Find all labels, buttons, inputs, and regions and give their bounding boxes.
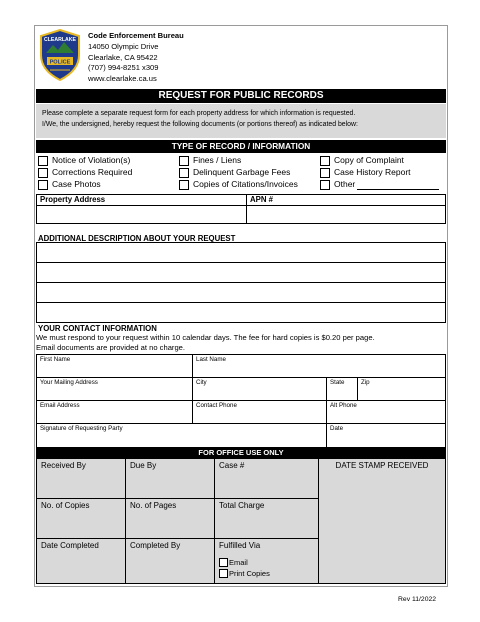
option-case-photos[interactable]: Case Photos bbox=[38, 179, 101, 190]
property-address-field[interactable] bbox=[37, 206, 247, 224]
org-name: Code Enforcement Bureau bbox=[88, 31, 184, 40]
checkbox[interactable] bbox=[38, 180, 48, 190]
mailing-address-field[interactable]: Your Mailing Address bbox=[37, 378, 193, 401]
city-field[interactable]: City bbox=[193, 378, 327, 401]
option-case-history-report[interactable]: Case History Report bbox=[320, 167, 411, 178]
checkbox[interactable] bbox=[38, 168, 48, 178]
total-charge-field[interactable]: Total Charge bbox=[215, 499, 319, 539]
description-line-1[interactable] bbox=[37, 243, 446, 263]
description-line-3[interactable] bbox=[37, 283, 446, 303]
date-field[interactable]: Date bbox=[327, 424, 446, 448]
description-line-2[interactable] bbox=[37, 263, 446, 283]
apn-label: APN # bbox=[247, 195, 446, 206]
signature-field[interactable]: Signature of Requesting Party bbox=[37, 424, 327, 448]
last-name-field[interactable]: Last Name bbox=[193, 355, 446, 378]
option-copy-of-complaint[interactable]: Copy of Complaint bbox=[320, 155, 404, 166]
checkbox[interactable] bbox=[219, 569, 228, 578]
intro-line1: Please complete a separate request form for each property address for which information is requested. bbox=[42, 110, 356, 117]
description-table bbox=[36, 242, 446, 323]
number-of-pages-field[interactable]: No. of Pages bbox=[126, 499, 215, 539]
property-table bbox=[36, 194, 446, 224]
org-phone: (707) 994-8251 x309 bbox=[88, 63, 159, 73]
contact-heading: YOUR CONTACT INFORMATION bbox=[38, 324, 157, 333]
type-section-title: TYPE OF RECORD / INFORMATION bbox=[36, 140, 446, 153]
option-fines-liens[interactable]: Fines / Liens bbox=[179, 155, 241, 166]
option-other[interactable]: Other bbox=[320, 179, 439, 190]
svg-text:CLEARLAKE: CLEARLAKE bbox=[44, 37, 76, 43]
alt-phone-field[interactable]: Alt Phone bbox=[327, 401, 446, 424]
checkbox[interactable] bbox=[320, 180, 330, 190]
option-copies-of-citations[interactable]: Copies of Citations/Invoices bbox=[179, 179, 298, 190]
contact-phone-field[interactable]: Contact Phone bbox=[193, 401, 327, 424]
date-stamp-received: DATE STAMP RECEIVED bbox=[319, 459, 446, 584]
option-delinquent-garbage-fees[interactable]: Delinquent Garbage Fees bbox=[179, 167, 290, 178]
completed-by-field[interactable]: Completed By bbox=[126, 539, 215, 584]
police-badge-logo bbox=[38, 29, 82, 81]
org-block bbox=[88, 31, 184, 85]
apn-field[interactable] bbox=[247, 206, 446, 224]
org-address1: 14050 Olympic Drive bbox=[88, 41, 159, 51]
case-number-field[interactable]: Case # bbox=[215, 459, 319, 499]
checkbox[interactable] bbox=[320, 168, 330, 178]
zip-field[interactable]: Zip bbox=[358, 378, 446, 401]
checkbox[interactable] bbox=[38, 156, 48, 166]
other-text-field[interactable] bbox=[357, 180, 439, 190]
option-print-copies[interactable]: Print Copies bbox=[219, 568, 314, 579]
additional-description-heading: ADDITIONAL DESCRIPTION ABOUT YOUR REQUEST bbox=[38, 234, 236, 243]
option-notice-of-violation[interactable]: Notice of Violation(s) bbox=[38, 155, 130, 166]
option-corrections-required[interactable]: Corrections Required bbox=[38, 167, 132, 178]
org-website[interactable]: www.clearlake.ca.us bbox=[88, 74, 157, 84]
state-field[interactable]: State bbox=[327, 378, 358, 401]
number-of-copies-field[interactable]: No. of Copies bbox=[37, 499, 126, 539]
record-type-options bbox=[38, 155, 448, 191]
svg-text:POLICE: POLICE bbox=[49, 59, 71, 66]
received-by-field[interactable]: Received By bbox=[37, 459, 126, 499]
contact-table bbox=[36, 354, 446, 448]
form-title: REQUEST FOR PUBLIC RECORDS bbox=[36, 89, 446, 103]
contact-note: We must respond to your request within 10 calendar days. The fee for hard copies is $0.20 per page. Email documents are provided at no charge. bbox=[36, 333, 375, 352]
org-address2: Clearlake, CA 95422 bbox=[88, 52, 158, 62]
revision-label: Rev 11/2022 bbox=[398, 596, 437, 603]
checkbox[interactable] bbox=[179, 168, 189, 178]
checkbox[interactable] bbox=[179, 156, 189, 166]
checkbox[interactable] bbox=[320, 156, 330, 166]
checkbox[interactable] bbox=[219, 558, 228, 567]
due-by-field[interactable]: Due By bbox=[126, 459, 215, 499]
office-use-table bbox=[36, 458, 446, 584]
fulfilled-via-label: Fulfilled Via bbox=[219, 541, 261, 550]
description-line-4[interactable] bbox=[37, 303, 446, 323]
property-address-label: Property Address bbox=[37, 195, 247, 206]
email-field[interactable]: Email Address bbox=[37, 401, 193, 424]
option-email[interactable]: Email bbox=[219, 557, 314, 568]
office-use-title: FOR OFFICE USE ONLY bbox=[36, 447, 446, 458]
fulfilled-via-cell bbox=[215, 539, 319, 584]
date-completed-field[interactable]: Date Completed bbox=[37, 539, 126, 584]
first-name-field[interactable]: First Name bbox=[37, 355, 193, 378]
intro-box bbox=[36, 104, 446, 138]
intro-line2: I/We, the undersigned, hereby request the following documents (or portions thereof) as indicated below: bbox=[42, 121, 358, 128]
checkbox[interactable] bbox=[179, 180, 189, 190]
